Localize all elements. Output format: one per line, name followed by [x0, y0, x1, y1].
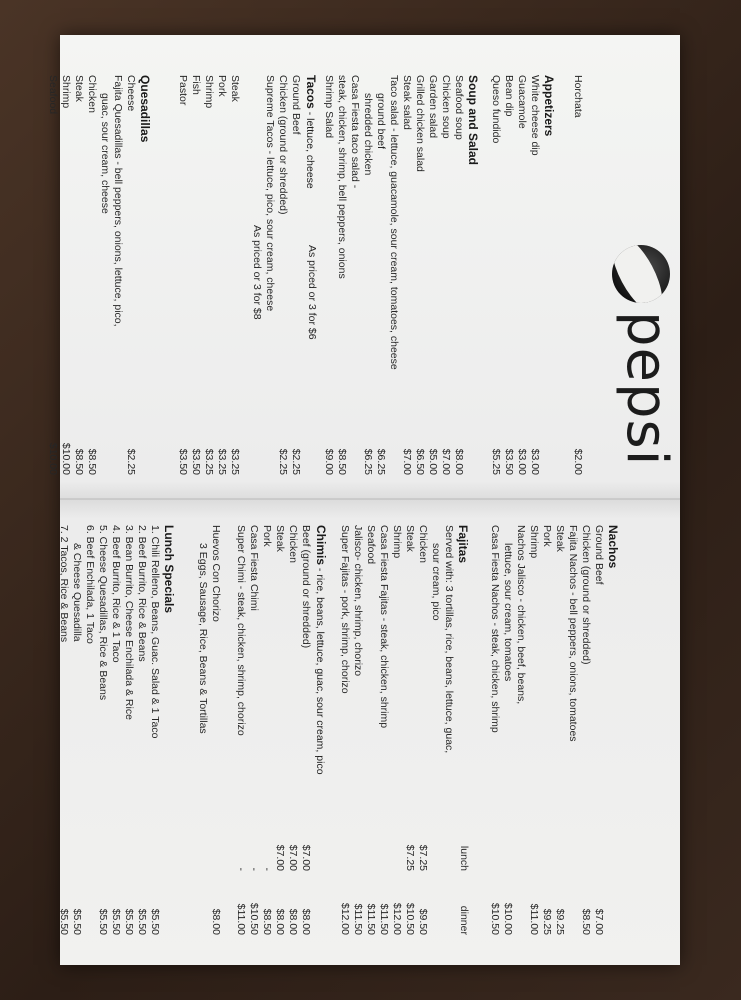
item-price: $11.00 [528, 903, 540, 935]
paper-fold [60, 498, 680, 500]
item-name: Chicken soup [440, 75, 452, 139]
item-price: $5.50 [136, 908, 148, 935]
tacos-section [176, 75, 318, 475]
menu-item-row [413, 75, 426, 475]
item-price: $5.00 [427, 448, 439, 475]
item-name: 4. Beef Burrito, Rice & 1 Taco [110, 525, 122, 663]
item-name: Shrimp [528, 525, 540, 559]
item-name: Chicken [86, 75, 98, 113]
menu-item-row [400, 75, 413, 475]
item-name: Shrimp [391, 525, 403, 559]
item-name: Seafood [47, 75, 59, 115]
pepsi-logo [610, 245, 679, 485]
lunch-price: - [248, 867, 260, 871]
item-price: $8.50 [86, 448, 98, 475]
lunch-price: - [261, 867, 273, 871]
item-name: Horchata [572, 75, 584, 118]
item-price: $7.00 [440, 448, 452, 475]
item-name: Guacamole [516, 75, 528, 129]
chimis-section [234, 525, 328, 935]
menu-item-row [122, 525, 135, 935]
item-name: steak, chicken, shrimp, bell peppers, onions [336, 75, 348, 279]
dinner-price: $10.50 [404, 902, 416, 935]
item-name: 2. Beef Burrito, Rice & Beans [136, 525, 148, 662]
tacos-price-note-2: As priced or 3 for $8 [251, 225, 263, 320]
menu-item-row [299, 525, 312, 935]
item-price: $9.25 [541, 908, 553, 935]
menu-item-row [276, 75, 289, 475]
item-price: $5.50 [110, 908, 122, 935]
item-price: $6.25 [362, 448, 374, 475]
item-name: 7. 2 Tacos, Rice & Beans [58, 525, 70, 643]
item-name: Steak [229, 75, 241, 102]
lunch-column-header: lunch [458, 845, 470, 871]
menu-item-row [202, 75, 215, 475]
item-price: $9.00 [323, 448, 335, 475]
menu-item-row [273, 525, 286, 935]
menu-item-row [515, 75, 528, 475]
dinner-price: $8.00 [300, 908, 312, 935]
item-name: Beef (ground or shredded) [300, 525, 312, 649]
menu-item-row [374, 75, 387, 475]
dinner-price: $9.50 [417, 908, 429, 935]
menu-item-row [338, 525, 351, 935]
item-price: $9.25 [554, 908, 566, 935]
item-name: 1. Chili Relleno, Beans, Guac. Salad & 1 Taco [149, 525, 161, 739]
item-price: $8.00 [210, 908, 222, 935]
dinner-price: $11.50 [378, 903, 390, 935]
item-price: $7.00 [593, 908, 605, 935]
item-name: 6. Beef Enchilada, 1 Taco [84, 525, 96, 644]
item-price: $3.25 [216, 448, 228, 475]
item-price: $10.00 [502, 902, 514, 935]
item-name: Super Fajitas - pork, shrimp, chorizo [339, 525, 351, 694]
menu-item-row [351, 525, 364, 935]
item-price: $3.00 [529, 448, 541, 475]
item-name: Steak [274, 525, 286, 552]
menu-item-row [488, 525, 501, 935]
menu-item-row [403, 525, 416, 935]
menu-item-row [247, 525, 260, 935]
menu-item-row [109, 525, 122, 935]
dinner-price: $11.50 [352, 903, 364, 935]
item-name: Garden salad [427, 75, 439, 139]
appetizers-section [489, 75, 556, 475]
item-name: Grilled chicken salad [414, 75, 426, 172]
item-name: Pork [261, 525, 273, 547]
item-name: Queso fundido [490, 75, 502, 144]
item-name: Fajita Quesadillas - bell peppers, onions, lettuce, pico, [112, 75, 124, 327]
item-price: $5.50 [123, 908, 135, 935]
tacos-price-note: As priced or 3 for $6 [306, 245, 318, 340]
pepsi-globe-icon [612, 245, 670, 303]
item-price: $8.00 [453, 448, 465, 475]
item-name: Chicken (ground or shredded) [580, 525, 592, 665]
menu-item-row [322, 75, 335, 475]
menu-item-row [135, 525, 148, 935]
section-title: Quesadillas [138, 75, 152, 143]
lunch-price: $7.25 [404, 844, 416, 871]
menu-item-row [592, 525, 605, 935]
item-name: Seafood [365, 525, 377, 565]
menu-item-row [234, 525, 247, 935]
item-price: $5.50 [58, 908, 70, 935]
menu-item-row [416, 525, 429, 935]
menu-item-row [579, 525, 592, 935]
item-price: $2.00 [572, 448, 584, 475]
menu-item-row [228, 75, 241, 475]
item-name: Steak [554, 525, 566, 552]
menu-item-row [215, 75, 228, 475]
section-title: Soup and Salad [466, 75, 480, 166]
item-description: 3 Eggs, Sausage, Rice, Beans & Tortillas [197, 543, 209, 734]
item-name: sour cream, pico [430, 543, 442, 621]
item-name: Shrimp [203, 75, 215, 109]
item-name: Served with: 3 tortillas, rice, beans, lettuce, guac, [443, 525, 455, 754]
section-title: Appetizers [542, 75, 556, 137]
dinner-price: $10.50 [248, 902, 260, 935]
dinner-price: $11.00 [235, 903, 247, 935]
item-name: Cheese [125, 75, 137, 112]
item-name: 5. Cheese Quesadillas, Rice & Beans [97, 525, 109, 701]
menu-item-row [96, 525, 109, 935]
item-price: $8.50 [336, 448, 348, 475]
item-price: $3.00 [516, 448, 528, 475]
lunch-specials-section [57, 525, 176, 935]
section-title: Tacos - lettuce, cheese [304, 75, 318, 189]
horchata-row [571, 75, 584, 475]
menu-item-row [452, 75, 465, 475]
item-name: Bean dip [503, 75, 515, 117]
item-name: Casa Fiesta Fajitas - steak, chicken, shrimp [378, 525, 390, 729]
menu-item-row [289, 75, 302, 475]
item-name: lettuce, sour cream, tomatoes [502, 543, 514, 682]
soup-salad-section [322, 75, 480, 475]
menu-item-row [527, 525, 540, 935]
dinner-price: $8.50 [261, 908, 273, 935]
menu-item-row [387, 75, 400, 475]
section-title: Nachos [606, 525, 620, 569]
item-name: Steak [73, 75, 85, 102]
item-name: Shrimp Salad [323, 75, 335, 139]
item-price: $10.00 [47, 442, 59, 475]
lunch-price: - [235, 867, 247, 871]
menu-item-row [335, 75, 348, 475]
item-name: Pork [216, 75, 228, 97]
menu-item-row [263, 75, 276, 475]
section-title: Fajitas [456, 525, 470, 564]
item-name: Chicken [287, 525, 299, 563]
item-name: Casa Fiesta Nachos - steak, chicken, shrimp [489, 525, 501, 733]
dinner-price: $11.50 [365, 903, 377, 935]
item-name: Seafood soup [453, 75, 465, 140]
item-name: Fish [190, 75, 202, 95]
item-price: $3.50 [503, 448, 515, 475]
item-price: $2.25 [125, 448, 137, 475]
quesadillas-section [46, 75, 152, 475]
menu-item-row [489, 75, 502, 475]
fajitas-section [338, 525, 470, 935]
menu-item-row [361, 75, 374, 475]
huevos-section [196, 525, 222, 935]
menu-item-row [377, 525, 390, 935]
menu-item-row [189, 75, 202, 475]
menu-item-row [57, 525, 70, 935]
item-name: Ground Beef [290, 75, 302, 135]
item-price: $5.50 [149, 908, 161, 935]
lunch-price: $7.00 [274, 844, 286, 871]
menu-item-row [528, 75, 541, 475]
item-name: guac, sour cream, cheese [99, 93, 111, 214]
menu-item-row [566, 525, 579, 935]
item-name: Ground Beef [593, 525, 605, 585]
dinner-column-header: dinner [458, 905, 470, 935]
item-name: shredded chicken [362, 93, 374, 176]
item-price: $10.50 [489, 902, 501, 935]
menu-item-row [286, 525, 299, 935]
item-price: $3.25 [229, 448, 241, 475]
item-name: Jalisco- chicken, shrimp, chorizo [352, 525, 364, 677]
item-price: $6.50 [414, 448, 426, 475]
lunch-price: $7.25 [417, 844, 429, 871]
menu-item-row [514, 525, 527, 935]
item-name: Supreme Tacos - lettuce, pico, sour cream, cheese [264, 75, 276, 312]
item-price: $5.50 [97, 908, 109, 935]
item-name: Pork [541, 525, 553, 547]
item-name: White cheese dip [529, 75, 541, 156]
menu-item-row [70, 525, 83, 935]
item-name: Shrimp [60, 75, 72, 109]
menu-item-row [176, 75, 189, 475]
menu-item-row [148, 525, 161, 935]
item-price: $3.50 [177, 448, 189, 475]
menu-item-row [98, 75, 111, 475]
item-price: $2.25 [277, 448, 289, 475]
item-name: ground beef [375, 93, 387, 150]
menu-item-row [260, 525, 273, 935]
dinner-price: $12.00 [391, 902, 403, 935]
item-name: Super Chimi - steak, chicken, shrimp, chorizo [235, 525, 247, 736]
menu-item-row [59, 75, 72, 475]
lunch-price: $7.00 [287, 844, 299, 871]
menu-item-row [46, 75, 59, 475]
menu-item-row [553, 525, 566, 935]
item-name: Nachos Jalisco - chicken, beef, beans, [515, 525, 527, 705]
menu-item-row [439, 75, 452, 475]
item-price: $5.50 [71, 908, 83, 935]
nachos-section [488, 525, 620, 935]
dinner-price: $8.00 [287, 908, 299, 935]
logo-wordmark: pepsi [614, 311, 679, 467]
menu-item-row [348, 75, 361, 475]
item-price: $8.50 [73, 448, 85, 475]
menu-item-row [540, 525, 553, 935]
item-name: & Cheese Quesadilla [71, 543, 83, 642]
item-price: $10.00 [60, 442, 72, 475]
item-name: Casa Fiesta taco salad - [349, 75, 361, 189]
menu-item-row [85, 75, 98, 475]
menu-item-row [124, 75, 137, 475]
item-name: Pastor [177, 75, 189, 106]
menu-item-row [83, 525, 96, 935]
item-name: Fajita Nachos - bell peppers, onions, tomatoes [567, 525, 579, 742]
menu-item-row [501, 525, 514, 935]
item-price: $2.25 [290, 448, 302, 475]
item-price: $3.50 [190, 448, 202, 475]
menu-paper [47, 35, 680, 965]
item-name: Taco salad - lettuce, guacamole, sour cream, tomatoes, cheese [388, 75, 400, 370]
item-name: Chicken (ground or shredded) [277, 75, 289, 215]
menu-item-row [111, 75, 124, 475]
item-name: Chicken [417, 525, 429, 563]
item-price: $5.25 [490, 448, 502, 475]
lunch-price: $7.00 [300, 844, 312, 871]
item-price: $7.00 [401, 448, 413, 475]
item-price: $3.25 [203, 448, 215, 475]
section-title: Chimis - rice, beans, lettuce, guac, sour cream, pico [314, 525, 328, 775]
menu-item-row [72, 75, 85, 475]
menu-item-row [442, 525, 455, 935]
menu-item-row [426, 75, 439, 475]
item-name: Huevos Con Chorizo [210, 525, 222, 622]
menu-item-row [429, 525, 442, 935]
dinner-price: $12.00 [339, 902, 351, 935]
item-price: $6.25 [375, 448, 387, 475]
item-name: Steak [404, 525, 416, 552]
item-name: 3. Bean Burrito, Cheese Enchilada & Rice [123, 525, 135, 720]
menu-item-row [364, 525, 377, 935]
item-name: Casa Fiesta Chimi [248, 525, 260, 611]
menu-item-row [502, 75, 515, 475]
item-price: $8.50 [580, 908, 592, 935]
section-title: Lunch Specials [162, 525, 176, 614]
dinner-price: $8.00 [274, 908, 286, 935]
item-name: Steak salad [401, 75, 413, 130]
menu-item-row [390, 525, 403, 935]
